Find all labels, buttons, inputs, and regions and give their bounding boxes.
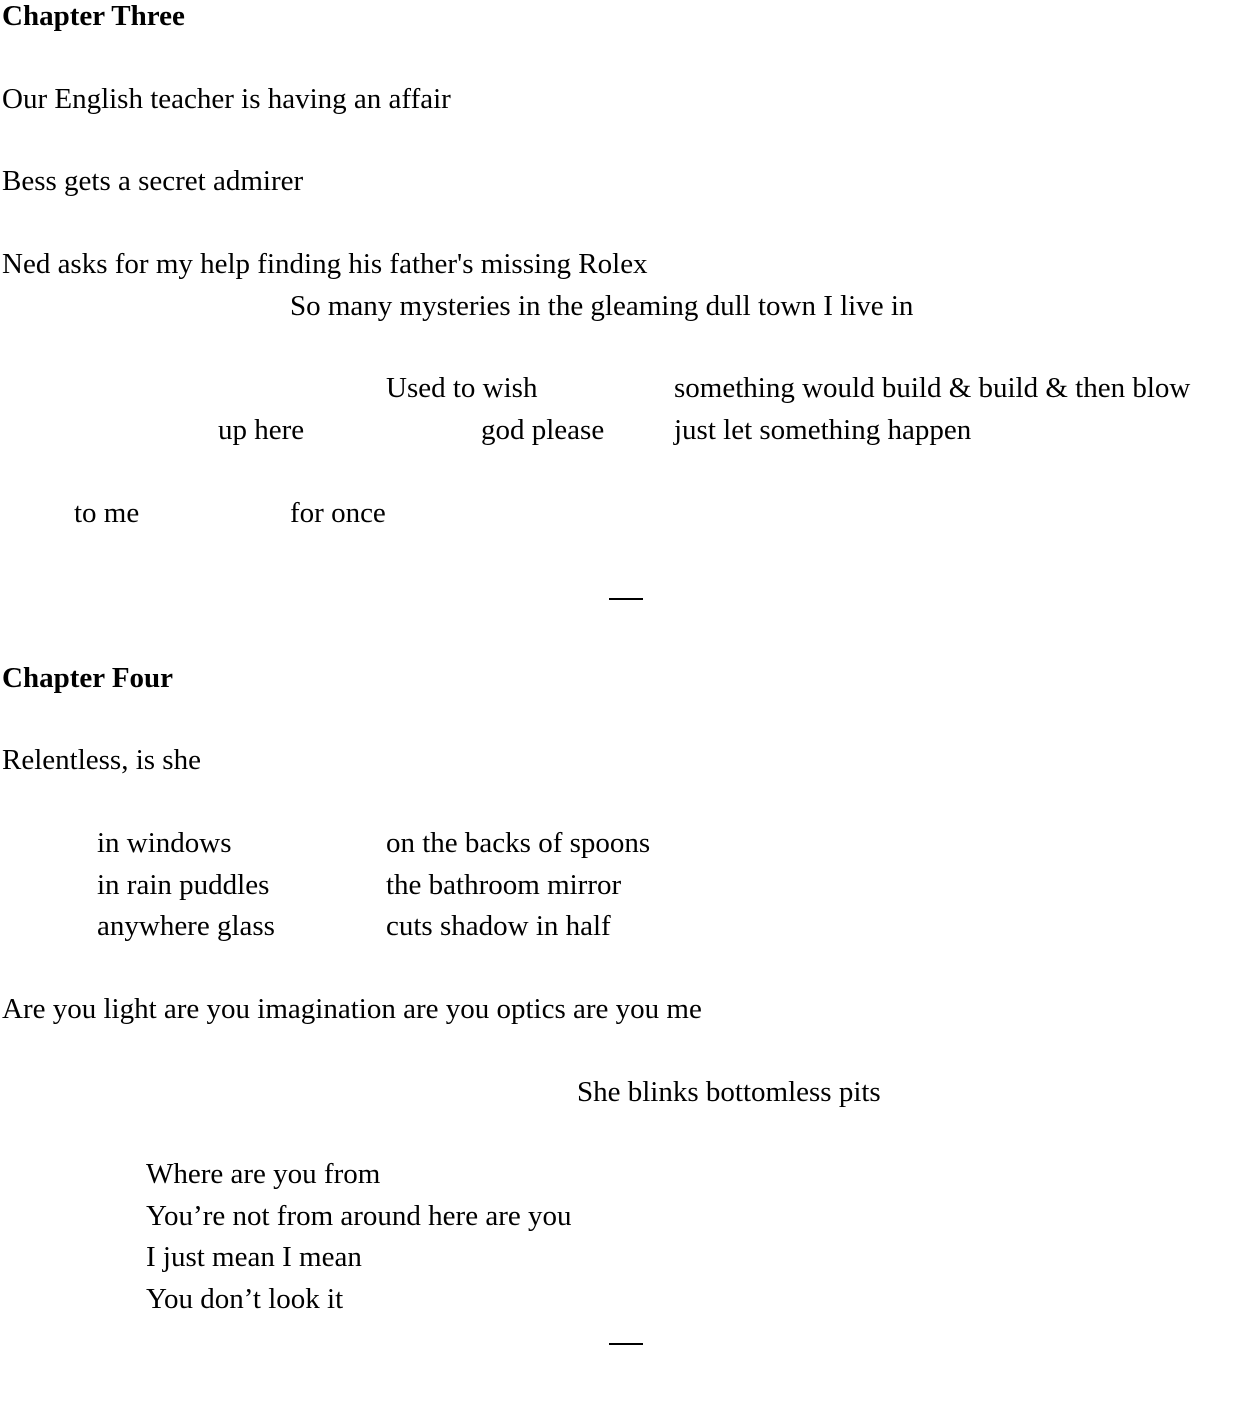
dialogue-line: You don’t look it bbox=[146, 1283, 344, 1315]
poem-fragment: to me bbox=[74, 497, 140, 529]
poem-line: Bess gets a secret admirer bbox=[2, 165, 304, 197]
poem-line: Ned asks for my help finding his father's missing Rolex bbox=[2, 248, 648, 280]
dialogue-line: I just mean I mean bbox=[146, 1241, 362, 1273]
poem-line: Are you light are you imagination are you optics are you me bbox=[2, 993, 702, 1025]
poem-fragment: something would build & build & then blow bbox=[674, 372, 1191, 404]
section-divider bbox=[609, 1343, 643, 1345]
poem-line: Our English teacher is having an affair bbox=[2, 83, 451, 115]
poem-column-left-item: in windows bbox=[97, 827, 232, 859]
poem-line: So many mysteries in the gleaming dull town I live in bbox=[290, 290, 914, 322]
poem-fragment: god please bbox=[481, 414, 605, 446]
poem-fragment: up here bbox=[218, 414, 305, 446]
poem-line: She blinks bottomless pits bbox=[577, 1076, 881, 1108]
poem-column-left-item: anywhere glass bbox=[97, 910, 275, 942]
poem-fragment: Used to wish bbox=[386, 372, 538, 404]
poem-column-right-item: the bathroom mirror bbox=[386, 869, 622, 901]
dialogue-line: You’re not from around here are you bbox=[146, 1200, 572, 1232]
chapter-three-heading: Chapter Three bbox=[2, 0, 185, 32]
poem-column-right-item: cuts shadow in half bbox=[386, 910, 611, 942]
poem-column-left-item: in rain puddles bbox=[97, 869, 270, 901]
section-divider bbox=[609, 598, 643, 600]
dialogue-line: Where are you from bbox=[146, 1158, 381, 1190]
poem-fragment: for once bbox=[290, 497, 386, 529]
poem-fragment: just let something happen bbox=[674, 414, 972, 446]
poem-column-right-item: on the backs of spoons bbox=[386, 827, 651, 859]
poem-line: Relentless, is she bbox=[2, 744, 201, 776]
chapter-four-heading: Chapter Four bbox=[2, 662, 174, 694]
